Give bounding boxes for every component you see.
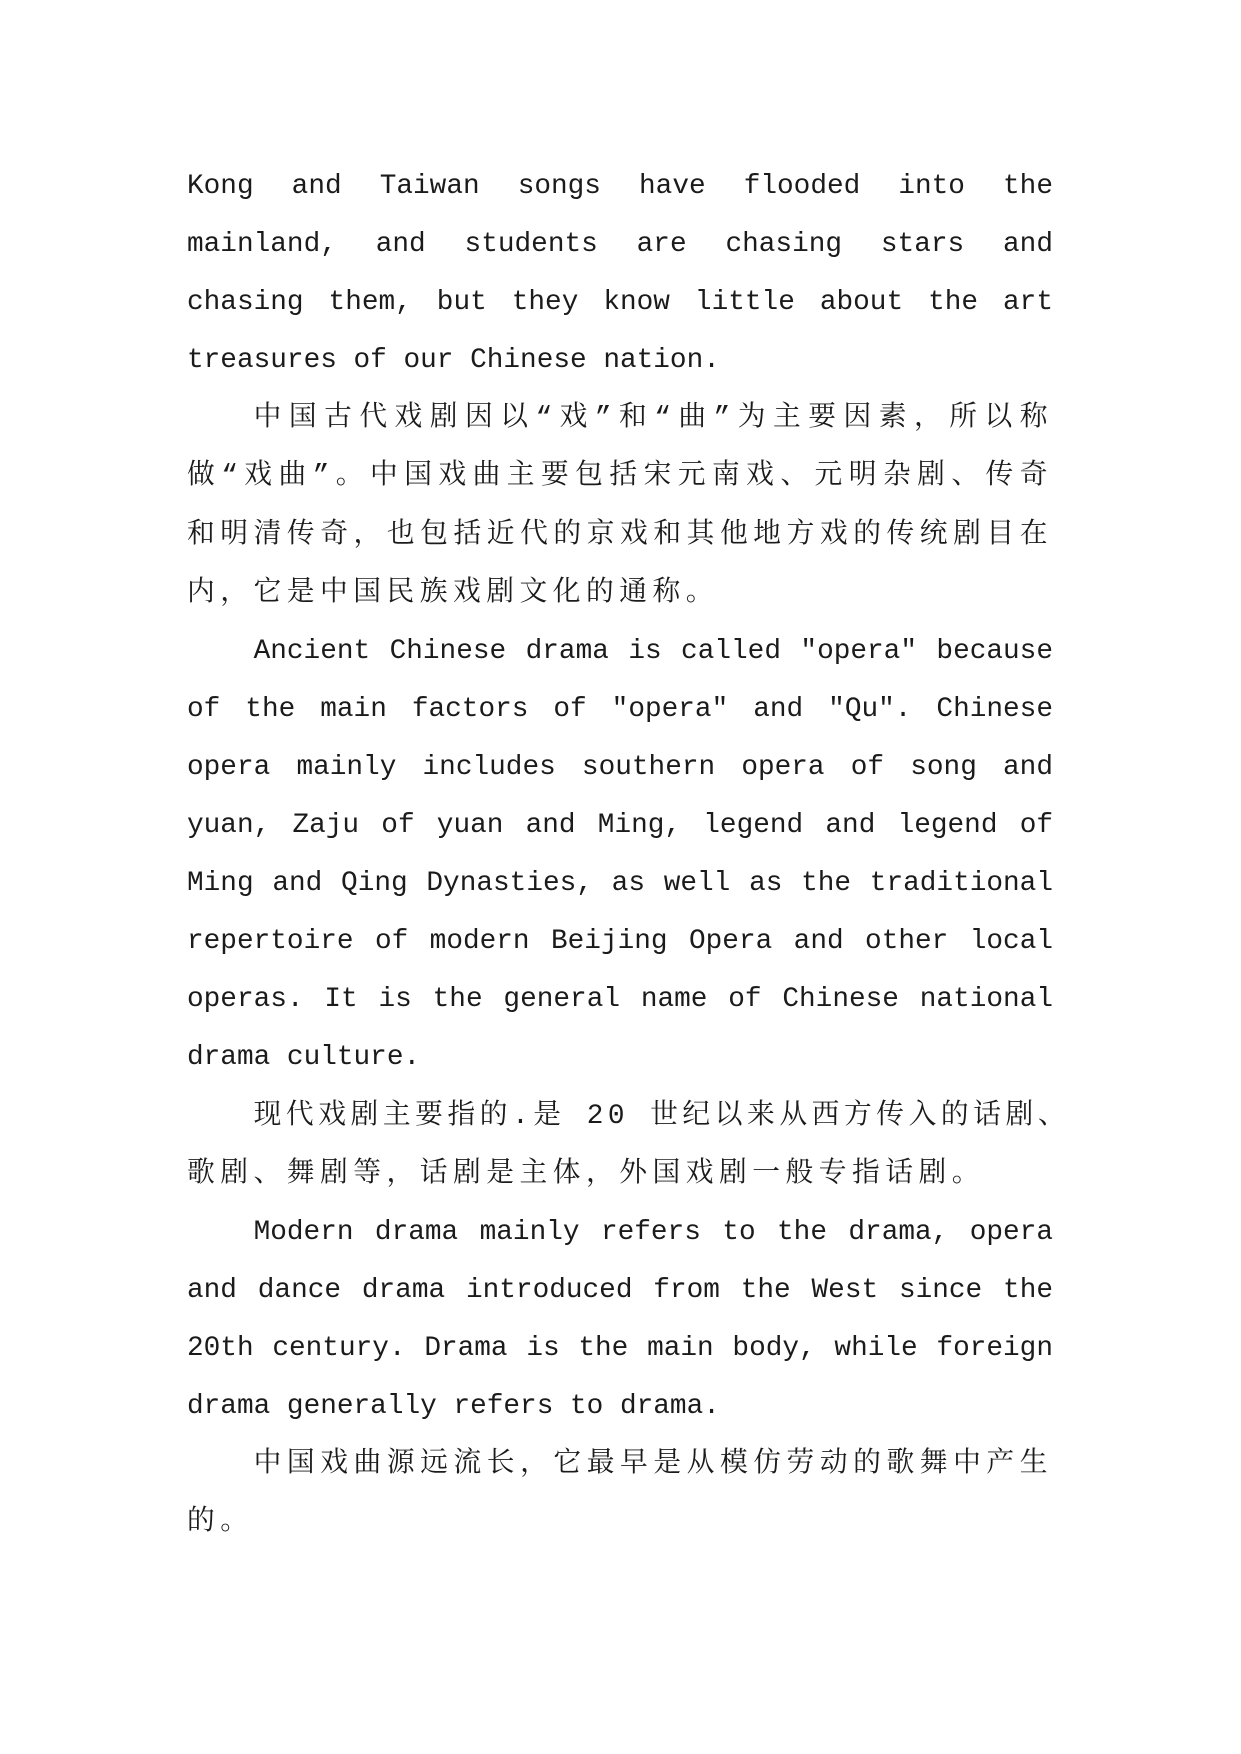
paragraph (187, 623, 1053, 1088)
text-line: of the main factors of "opera" and "Qu". Chinese (187, 693, 1053, 725)
text-line: 中国古代戏剧因以“戏”和“曲”为主要因素，所以称 (253, 403, 1053, 435)
text-line: 做“戏曲”。中国戏曲主要包括宋元南戏、元明杂剧、传奇 (187, 461, 1053, 493)
text-line: 内，它是中国民族戏剧文化的通称。 (187, 577, 720, 609)
text-line: repertoire of modern Beijing Opera and other local (187, 926, 1053, 958)
text-line: 现代戏剧主要指的.是 20 世纪以来从西方传入的话剧、 (253, 1100, 1070, 1132)
text-line: 和明清传奇，也包括近代的京戏和其他地方戏的传统剧目在 (187, 519, 1053, 551)
text-line: Ming and Qing Dynasties, as well as the traditional (187, 868, 1053, 900)
text-line: yuan, Zaju of yuan and Ming, legend and legend of (187, 810, 1053, 842)
text-line: drama culture. (187, 1042, 421, 1074)
text-line: and dance drama introduced from the West since the (187, 1274, 1053, 1306)
text-line: opera mainly includes southern opera of song and (187, 751, 1053, 783)
paragraph (187, 158, 1053, 390)
text-line: Ancient Chinese drama is called "opera" because (253, 635, 1053, 667)
text-line: 歌剧、舞剧等，话剧是主体，外国戏剧一般专指话剧。 (187, 1158, 986, 1190)
document-body (187, 158, 1070, 1552)
paragraph (187, 1436, 1053, 1552)
text-line: Kong and Taiwan songs have flooded into the (187, 171, 1053, 202)
text-line: drama generally refers to drama. (187, 1390, 720, 1422)
paragraph (187, 1204, 1053, 1436)
text-line: 的。 (187, 1507, 254, 1539)
paragraph (187, 390, 1053, 622)
text-line: 20th century. Drama is the main body, while foreign (187, 1332, 1053, 1364)
text-line: chasing them, but they know little about the art (187, 287, 1053, 319)
text-line: operas. It is the general name of Chinese national (187, 984, 1053, 1016)
paragraph (187, 1088, 1070, 1204)
text-line: treasures of our Chinese nation. (187, 345, 720, 377)
text-line: Modern drama mainly refers to the drama, opera (253, 1216, 1053, 1248)
text-line: mainland, and students are chasing stars and (187, 229, 1053, 261)
text-line: 中国戏曲源远流长，它最早是从模仿劳动的歌舞中产生 (253, 1449, 1053, 1481)
